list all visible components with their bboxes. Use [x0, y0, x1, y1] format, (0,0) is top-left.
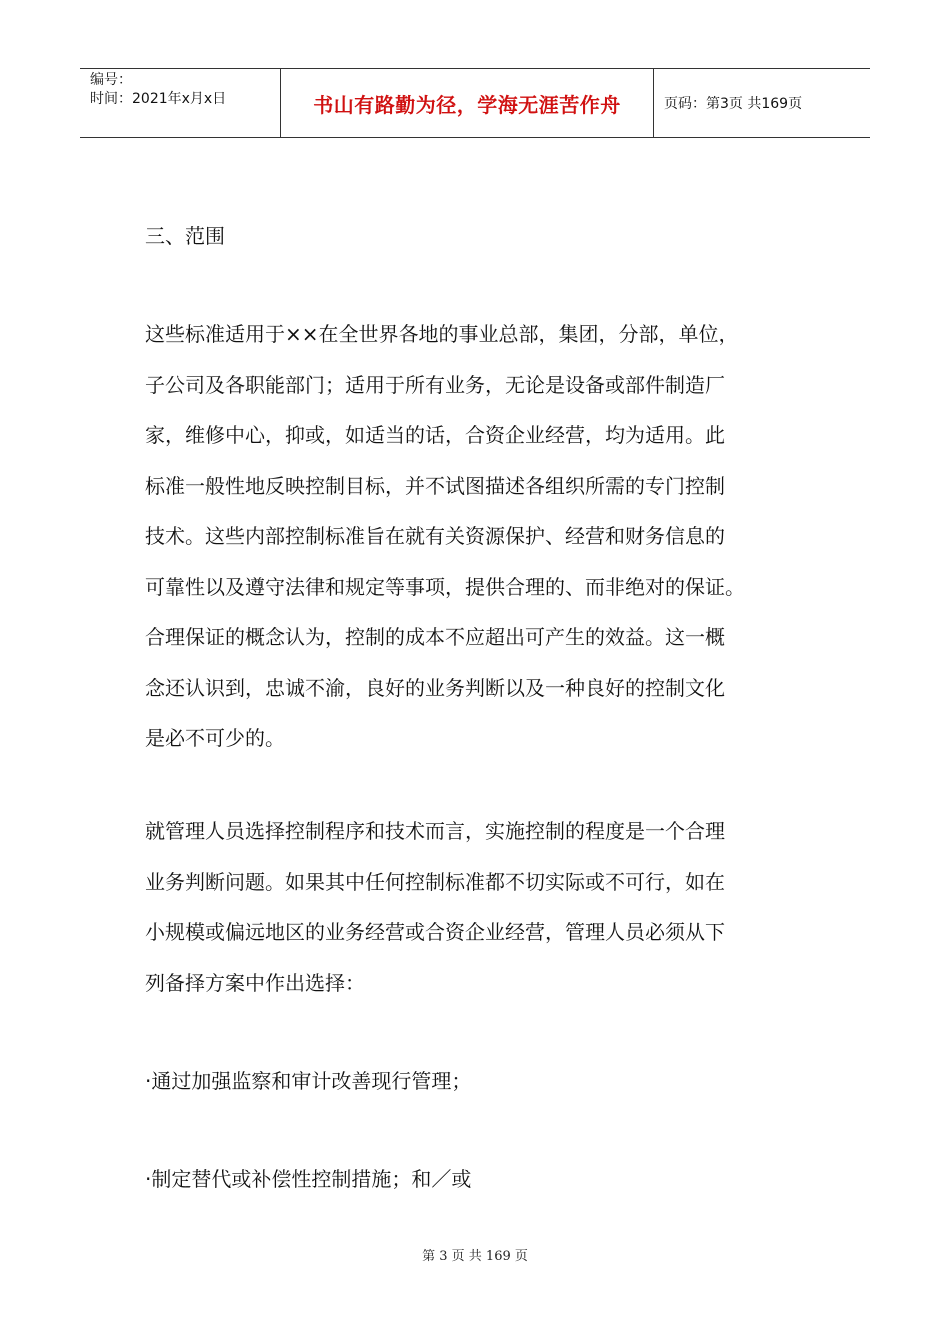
header-page-code: 页码：第3页 共169页	[664, 96, 803, 112]
section-heading: 三、范围	[145, 224, 225, 248]
header-meta	[80, 69, 281, 137]
paragraph-line: 子公司及各职能部门；适用于所有业务，无论是设备或部件制造厂	[145, 372, 725, 397]
header-page-code-cell	[654, 69, 870, 137]
bullet-text: ·制定替代或补偿性控制措施；和／或	[145, 1167, 472, 1191]
paragraph-line: 这些标准适用于××在全世界各地的事业总部，集团，分部，单位，	[145, 322, 739, 346]
paragraph-line: 是必不可少的。	[145, 726, 285, 750]
paragraph-line: 可靠性以及遵守法律和规定等事项，提供合理的、而非绝对的保证。	[145, 574, 745, 599]
paragraph-line: 业务判断问题。如果其中任何控制标准都不切实际或不可行，如在	[145, 869, 725, 894]
page-footer: 第 3 页 共 169 页	[422, 1249, 528, 1264]
paragraph-line: 小规模或偏远地区的业务经营或合资企业经营，管理人员必须从下	[145, 920, 725, 944]
paragraph-line: 家，维修中心，抑或，如适当的话，合资企业经营，均为适用。此	[145, 423, 725, 447]
paragraph-line: 列备择方案中作出选择：	[145, 970, 365, 995]
scope-paragraph	[145, 309, 815, 764]
document-number-label: 编号：	[90, 72, 132, 88]
paragraph-line: 技术。这些内部控制标准旨在就有关资源保护、经营和财务信息的	[145, 524, 725, 548]
paragraph-line: 就管理人员选择控制程序和技术而言，实施控制的程度是一个合理	[145, 819, 725, 843]
bullet-item	[145, 1056, 815, 1107]
page-header	[80, 68, 870, 138]
paragraph-line: 念还认识到，忠诚不渝，良好的业务判断以及一种良好的控制文化	[145, 675, 725, 700]
bullet-text: ·通过加强监察和审计改善现行管理；	[145, 1069, 472, 1093]
bullet-item	[145, 1154, 815, 1205]
document-time-label: 时间：2021年x月x日	[90, 91, 227, 107]
header-motto: 书山有路勤为径，学海无涯苦作舟	[313, 92, 621, 117]
paragraph-line: 合理保证的概念认为，控制的成本不应超出可产生的效益。这一概	[145, 625, 725, 649]
paragraph-line: 标准一般性地反映控制目标，并不试图描述各组织所需的专门控制	[145, 473, 725, 498]
header-motto-cell	[281, 69, 654, 137]
management-paragraph	[145, 806, 815, 1008]
